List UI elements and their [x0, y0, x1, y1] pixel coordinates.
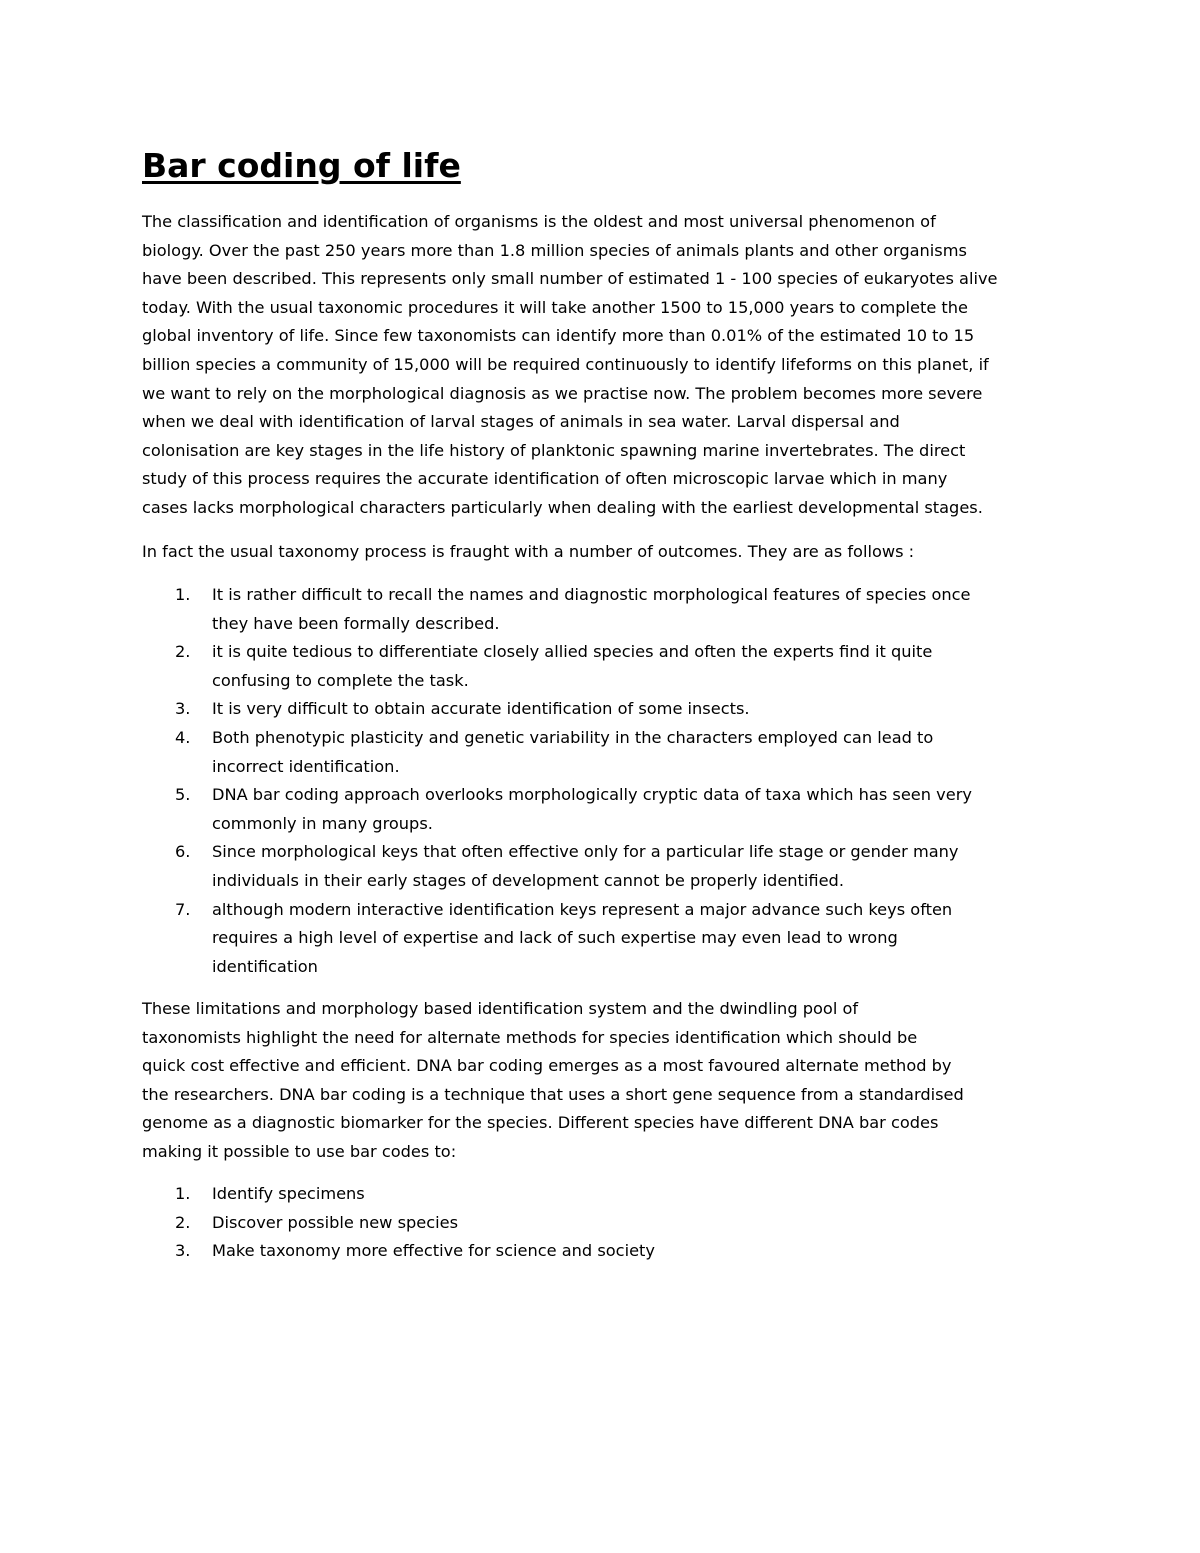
limitations-line: These limitations and morphology based identification system and the dwindling pool of: [142, 999, 859, 1018]
list-item-line: although modern interactive identification keys represent a major advance such keys often: [212, 899, 953, 919]
list-item: [142, 896, 972, 982]
intro-line: biology. Over the past 250 years more than 1.8 million species of animals plants and other organisms: [142, 240, 967, 260]
list-item: [142, 695, 972, 724]
list-number: 3.: [175, 1241, 191, 1261]
list-item: [142, 1180, 655, 1209]
intro-line: billion species a community of 15,000 will be required continuously to identify lifeforms on this planet, if: [142, 354, 989, 374]
list-number: 1.: [175, 585, 191, 604]
intro-line: have been described. This represents only small number of estimated 1 - 100 species of eukaryotes alive: [142, 269, 998, 289]
list-item-line: they have been formally described.: [212, 613, 500, 633]
list-item-line: DNA bar coding approach overlooks morphologically cryptic data of taxa which has seen very: [212, 785, 972, 805]
intro-paragraph: [142, 208, 997, 523]
list-item-line: it is quite tedious to differentiate closely allied species and often the experts find it quite: [212, 642, 933, 662]
limitations-line: making it possible to use bar codes to:: [142, 1141, 457, 1161]
limitations-line: the researchers. DNA bar coding is a technique that uses a short gene sequence from a standardised: [142, 1084, 964, 1104]
list-item: [142, 1209, 655, 1238]
outcomes-intro-line: In fact the usual taxonomy process is fraught with a number of outcomes. They are as follows :: [142, 542, 915, 561]
list-number: 2.: [175, 1212, 191, 1232]
list-number: 2.: [175, 642, 191, 662]
outcomes-list: [142, 581, 972, 981]
intro-line: The classification and identification of organisms is the oldest and most universal phenomenon of: [142, 212, 936, 231]
list-item-line: confusing to complete the task.: [212, 670, 469, 690]
list-item: [142, 838, 972, 895]
intro-line: study of this process requires the accurate identification of often microscopic larvae which in many: [142, 469, 948, 489]
list-item-line: incorrect identification.: [212, 756, 400, 776]
list-item-line: It is very difficult to obtain accurate identification of some insects.: [212, 699, 750, 719]
intro-line: when we deal with identification of larval stages of animals in sea water. Larval dispersal and: [142, 412, 900, 432]
list-number: 5.: [175, 785, 191, 805]
limitations-line: taxonomists highlight the need for alternate methods for species identification which should be: [142, 1027, 918, 1047]
list-item-line: requires a high level of expertise and lack of such expertise may even lead to wrong: [212, 928, 898, 948]
intro-line: we want to rely on the morphological diagnosis as we practise now. The problem becomes more severe: [142, 383, 983, 403]
list-number: 1.: [175, 1184, 191, 1203]
list-item-line: identification: [212, 956, 318, 976]
limitations-line: genome as a diagnostic biomarker for the species. Different species have different DNA bar codes: [142, 1113, 939, 1133]
page-title: Bar coding of life: [142, 146, 461, 185]
list-item-line: Since morphological keys that often effective only for a particular life stage or gender many: [212, 842, 959, 862]
list-item-line: Identify specimens: [212, 1184, 365, 1203]
list-number: 6.: [175, 842, 191, 862]
list-number: 7.: [175, 899, 191, 919]
list-item-line: commonly in many groups.: [212, 813, 433, 833]
uses-list: [142, 1180, 655, 1266]
intro-line: colonisation are key stages in the life history of planktonic spawning marine invertebrates. The direct: [142, 440, 966, 460]
list-number: 3.: [175, 699, 191, 719]
list-number: 4.: [175, 727, 191, 747]
list-item: [142, 1237, 655, 1266]
intro-line: cases lacks morphological characters particularly when dealing with the earliest developmental stages.: [142, 497, 983, 517]
list-item: [142, 581, 972, 638]
list-item-line: Discover possible new species: [212, 1212, 459, 1232]
list-item: [142, 781, 972, 838]
limitations-line: quick cost effective and efficient. DNA bar coding emerges as a most favoured alternate method by: [142, 1056, 952, 1076]
list-item-line: Both phenotypic plasticity and genetic variability in the characters employed can lead to: [212, 727, 934, 747]
list-item-line: It is rather difficult to recall the names and diagnostic morphological features of species once: [212, 585, 971, 604]
list-item-line: Make taxonomy more effective for science and society: [212, 1241, 655, 1261]
outcomes-intro: [142, 538, 914, 567]
intro-line: today. With the usual taxonomic procedures it will take another 1500 to 15,000 years to complete the: [142, 297, 968, 317]
intro-line: global inventory of life. Since few taxonomists can identify more than 0.01% of the estimated 10 to 15: [142, 326, 975, 346]
limitations-paragraph: [142, 995, 964, 1167]
list-item-line: individuals in their early stages of development cannot be properly identified.: [212, 870, 844, 890]
list-item: [142, 724, 972, 781]
list-item: [142, 638, 972, 695]
